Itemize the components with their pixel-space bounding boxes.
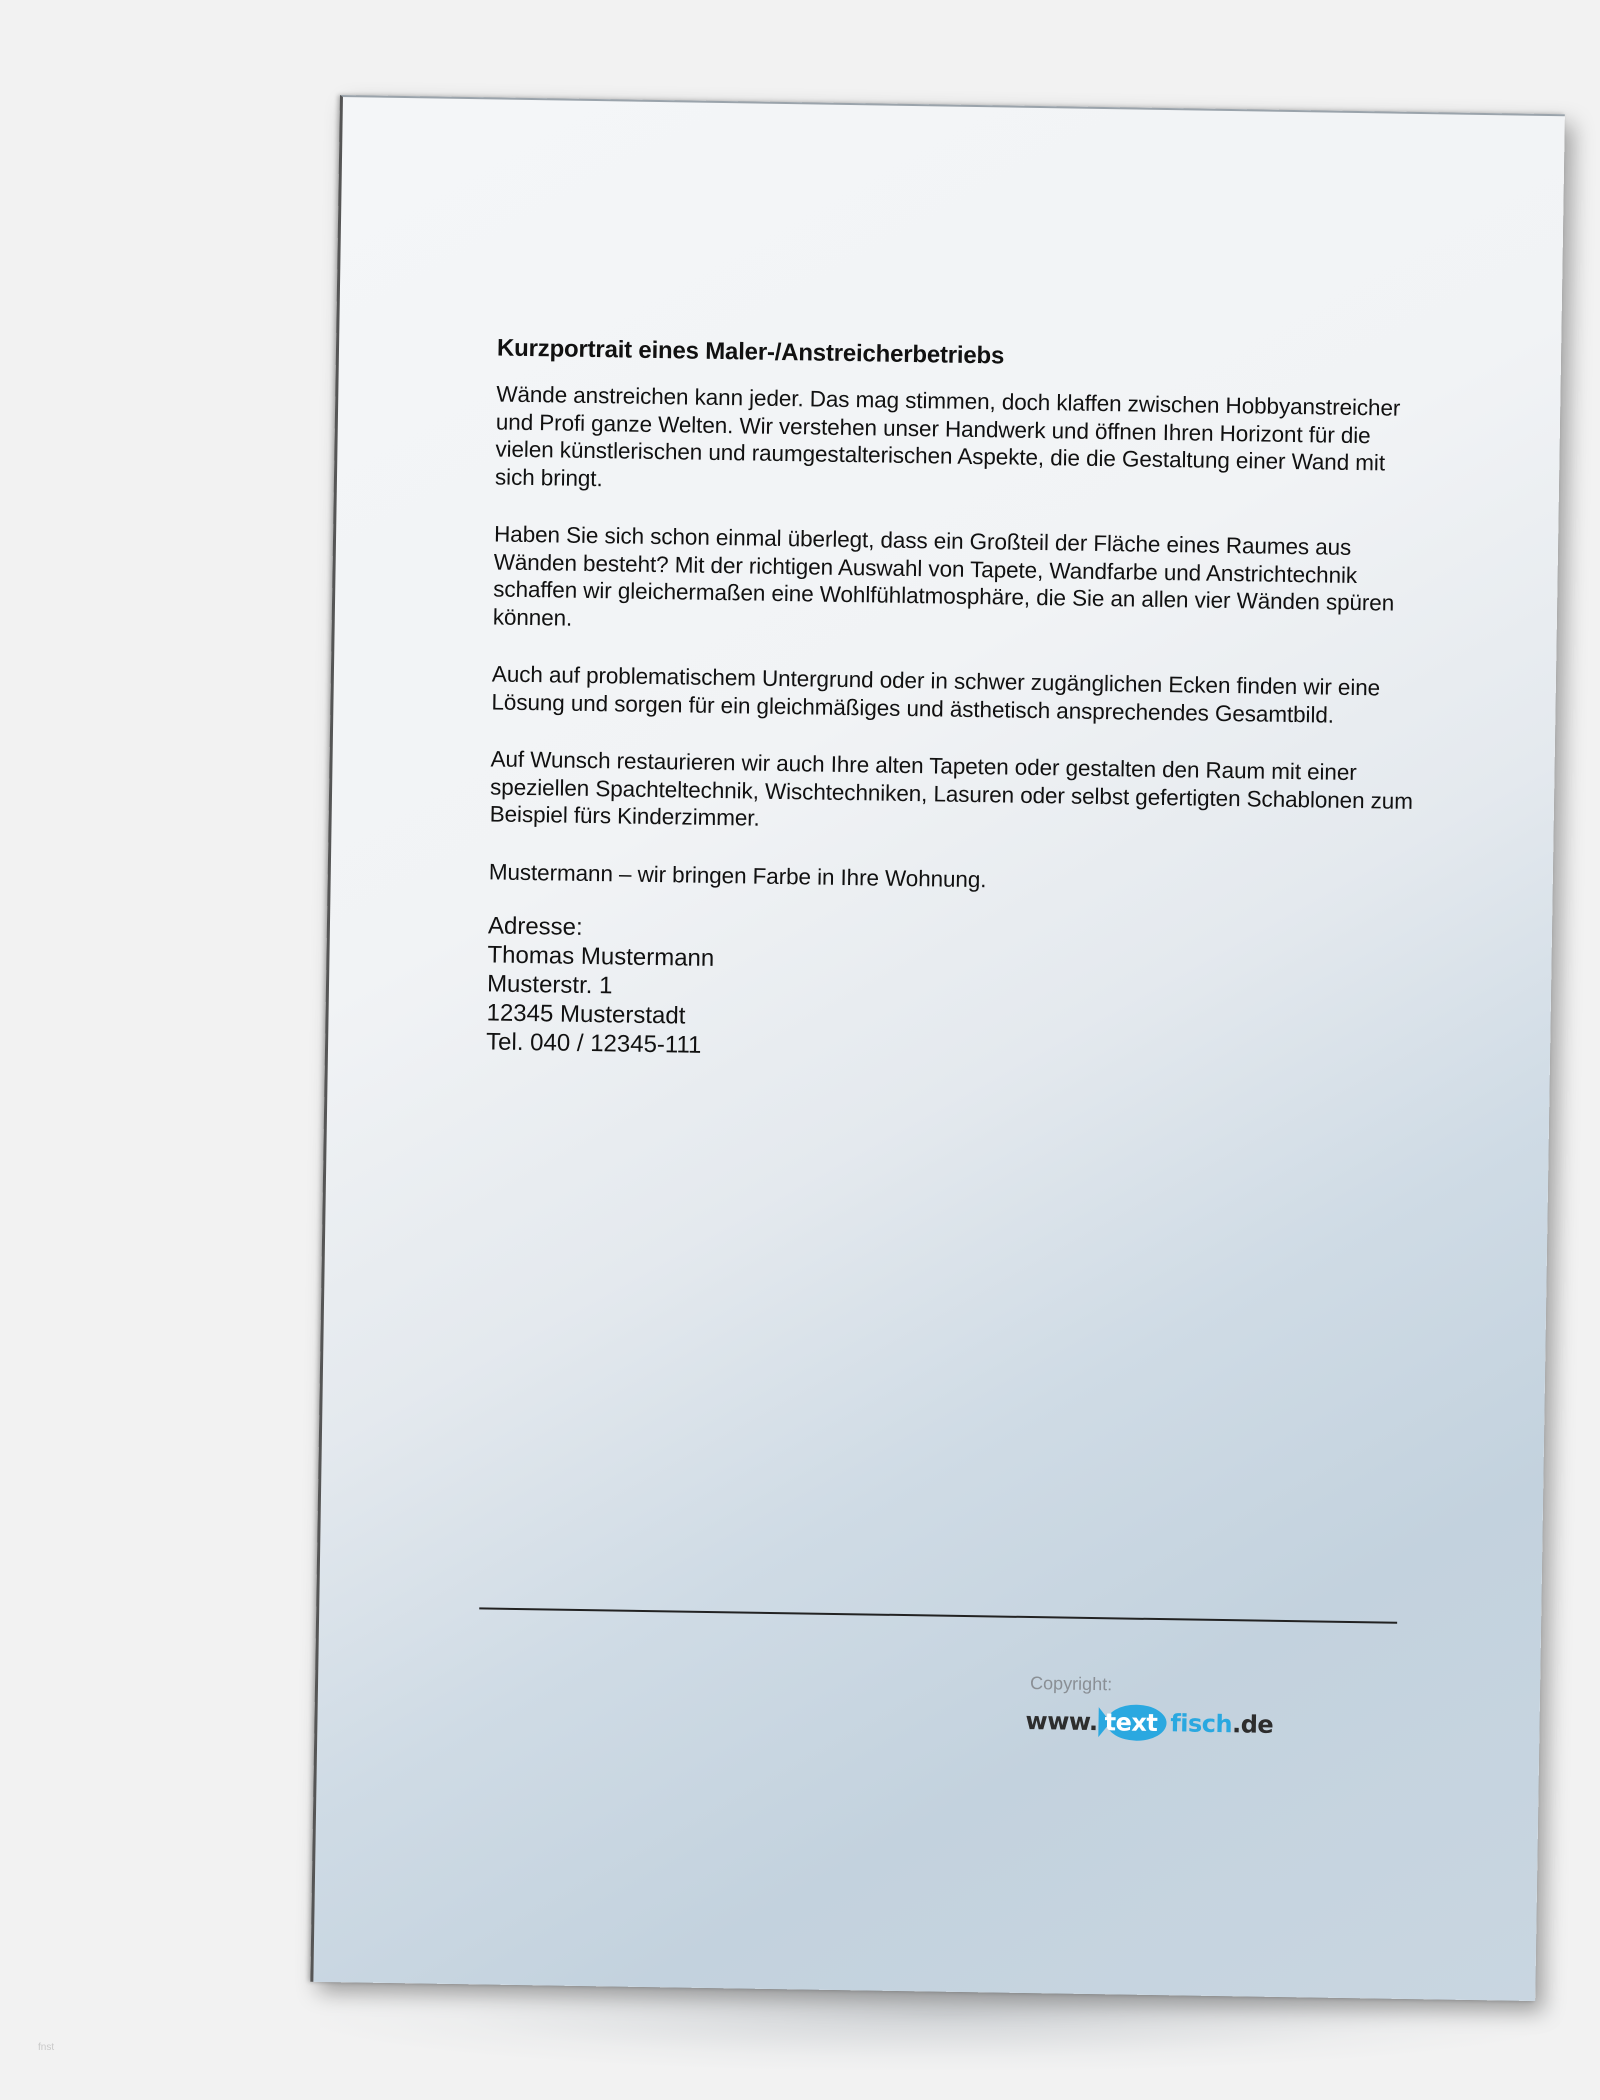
footer-divider [479,1607,1397,1623]
paragraph-walls: Haben Sie sich schon einmal überlegt, dass ein Großteil der Fläche eines Raumes aus Wänden besteht? Mit der richtigen Auswahl von Tapete, Wandfarbe und Anstrichtechnik schaffen wir gleichermaßen eine Wohlfühlatmosphäre, die Sie an allen vier Wänden spüren können. [492,521,1395,631]
logo-www: www. [1025,1706,1098,1737]
logo-fisch-word: fisch [1170,1709,1233,1739]
logo-text-word: text [1104,1708,1158,1738]
paragraph-slogan: Mustermann – wir bringen Farbe in Ihre Wohnung. [488,858,987,892]
textfisch-logo[interactable] [1025,1700,1274,1746]
fish-icon [1098,1701,1169,1744]
watermark-text: fnst [38,2042,55,2053]
address-name: Thomas Mustermann [487,941,715,972]
paragraph-intro: Wände anstreichen kann jeder. Das mag stimmen, doch klaffen zwischen Hobbyanstreicher und Profi ganze Welten. Wir verstehen unser Handwerk und öffnen Ihren Horizont für die vielen künstlerischen und raumgestalterischen Aspekte, die die Gestaltung einer Wand mit sich bringt. [494,381,1401,491]
document-title: Kurzportrait eines Maler-/Anstreicherbetriebs [496,334,1005,370]
paragraph-solutions: Auch auf problematischem Untergrund oder in schwer zugänglichen Ecken finden wir eine Lösung und sorgen für ein gleichmäßiges und ästhetisch ansprechendes Gesamtbild. [491,661,1381,728]
document-page [310,95,1564,2001]
copyright-label: Copyright: [1029,1673,1113,1695]
logo-domain: .de [1231,1710,1274,1739]
address-block [486,911,1418,1071]
address-label: Adresse: [487,912,583,941]
address-phone: Tel. 040 / 12345-111 [485,1028,702,1059]
address-street: Musterstr. 1 [486,970,613,1000]
paragraph-services: Auf Wunsch restaurieren wir auch Ihre alten Tapeten oder gestalten den Raum mit einer speziellen Spachteltechnik, Wischtechniken, Lasuren oder selbst gefertigten Schablonen zum Beispiel fürs Kinderzimmer. [489,746,1414,831]
address-city: 12345 Musterstadt [486,999,686,1030]
document-content [486,334,1427,1071]
copyright-block [1025,1673,1274,1746]
